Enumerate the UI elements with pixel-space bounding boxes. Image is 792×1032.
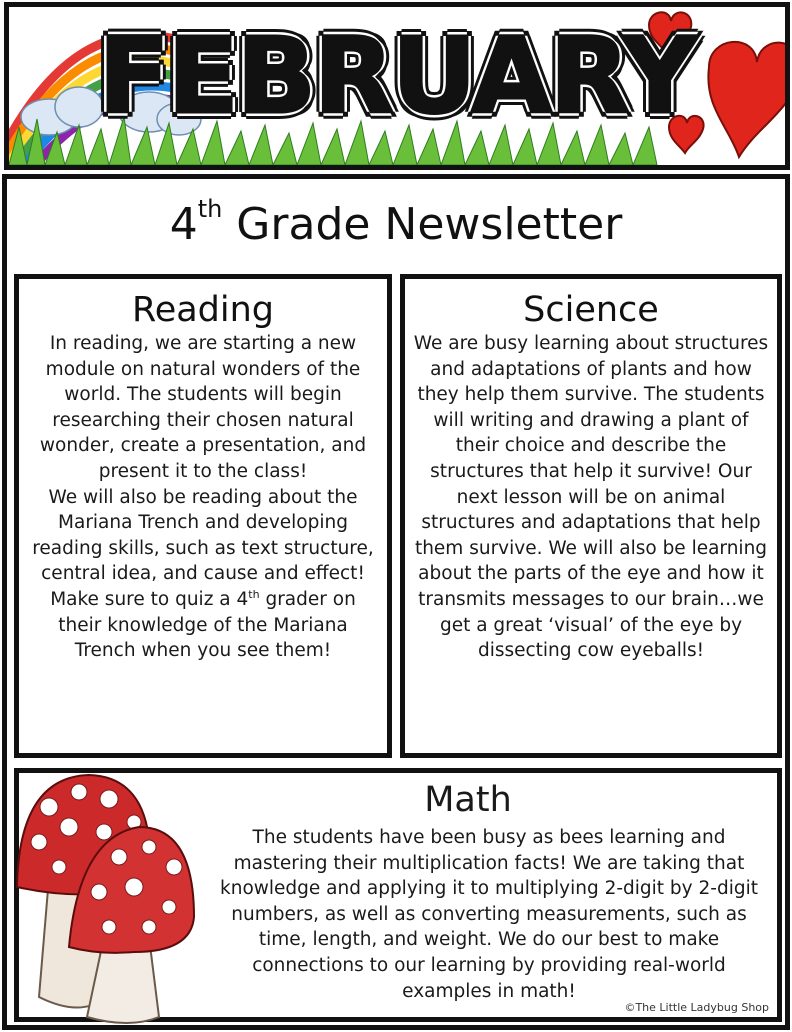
header-banner <box>4 2 790 170</box>
science-title: Science <box>523 290 659 330</box>
reading-section <box>14 274 392 758</box>
math-title: Math <box>424 780 512 820</box>
copyright-credit: ©The Little Ladybug Shop <box>624 1001 769 1014</box>
reading-paragraph-2: We will also be reading about the Mariana Trench and developing reading skills, such as text structure, central idea, and cause and effect! Make sure to quiz a 4th grader on their knowledge of the Mariana Trench when you see them! <box>32 486 374 662</box>
science-section <box>400 274 782 758</box>
reading-text <box>19 331 387 664</box>
reading-paragraph-1: In reading, we are starting a new module on natural wonders of the world. The students will begin researching their chosen natural wonder, create a presentation, and present it to the class! <box>39 333 367 482</box>
banner-title: FEBRUARY <box>98 15 696 137</box>
reading-title: Reading <box>131 290 275 330</box>
math-text: The students have been busy as bees learning and mastering their multiplication facts! We are taking that knowledge and applying it to multiplying 2-digit by 2-digit numbers, as well as converting measurements, such as time, length, and weight. We do our best to make connections to our learning by providing real-world examples in math! <box>220 827 758 1002</box>
newsletter-title: 4th Grade Newsletter <box>169 195 623 250</box>
science-text: We are busy learning about structures and adaptations of plants and how they help them survive. The students will writing and drawing a plant of their choice and describe the structures that help it survive! Our next lesson will be on animal structures and adaptations that help them survive. We will also be learning about the parts of the eye and how it transmits messages to our brain…we get a great ‘visual’ of the eye by dissecting cow eyeballs! <box>413 333 769 662</box>
math-section <box>14 768 782 1022</box>
